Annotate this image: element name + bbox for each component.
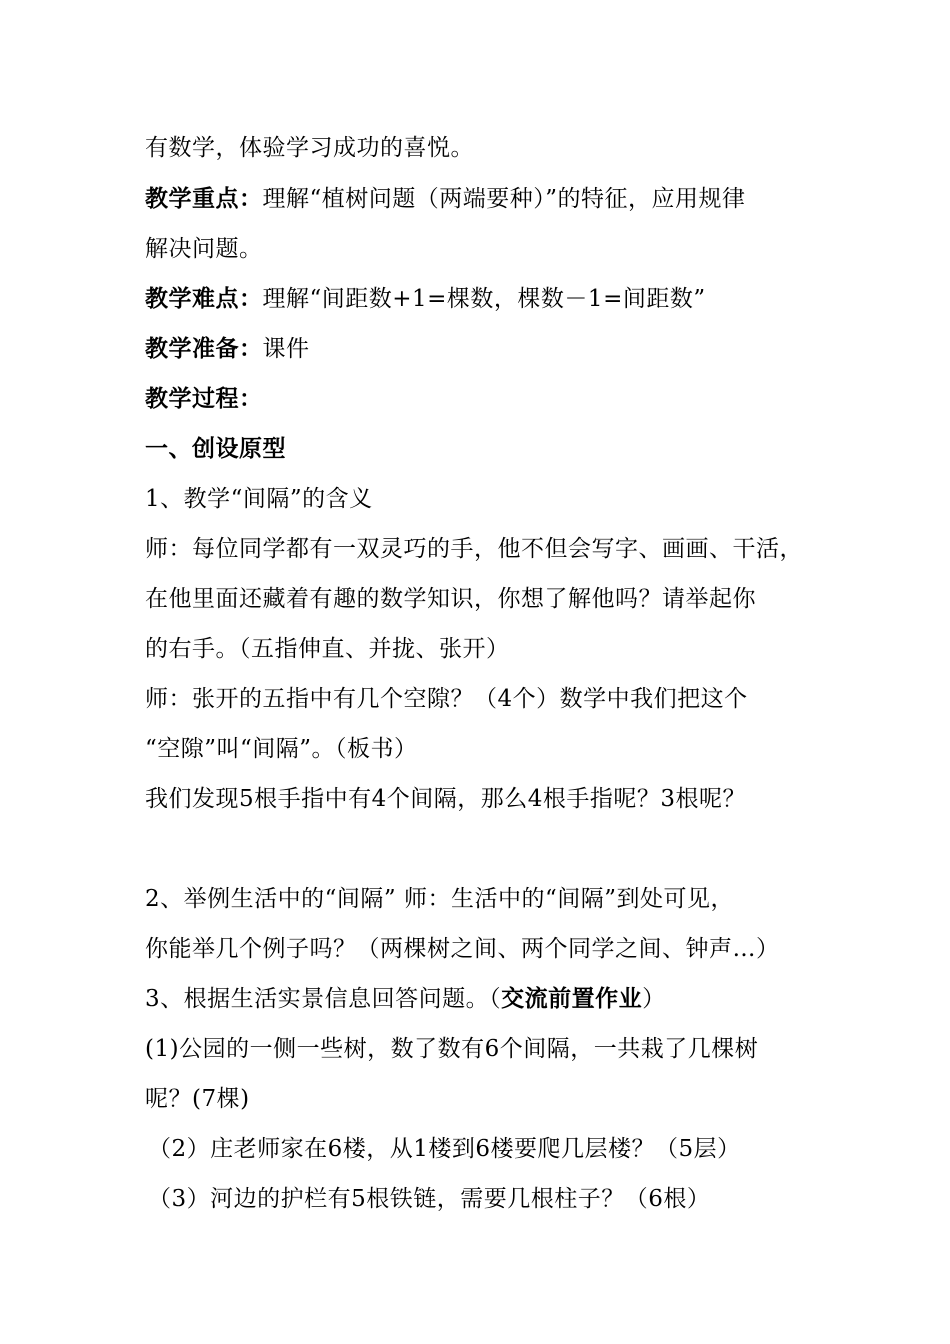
text-line-9: 师：每位同学都有一双灵巧的手，他不但会写字、画画、干活， — [145, 536, 803, 562]
teaching-focus-text: 理解“植树问题（两端要种）”的特征，应用规律 — [262, 186, 746, 212]
teaching-difficulty-label: 教学难点： — [145, 286, 263, 312]
text-line-17-end: ） — [642, 986, 666, 1012]
text-line-13: “空隙”叫“间隔”。（板书） — [145, 736, 418, 762]
text-line-20: （2）庄老师家在6楼，从1楼到6楼要爬几层楼？（5层） — [148, 1136, 741, 1162]
teaching-difficulty — [145, 284, 706, 314]
text-line-14: 我们发现5根手指中有4个间隔，那么4根手指呢？3根呢？ — [145, 786, 747, 812]
teaching-preparation — [145, 334, 310, 364]
text-line-21: （3）河边的护栏有5根铁链，需要几根柱子？（6根） — [148, 1186, 711, 1212]
teaching-preparation-text: 课件 — [262, 336, 310, 362]
text-line-18: (1)公园的一侧一些树，数了数有6个间隔，一共栽了几棵树 — [145, 1036, 759, 1062]
text-line-8: 1、教学“间隔”的含义 — [145, 486, 373, 512]
teaching-focus-label: 教学重点： — [145, 186, 263, 212]
text-line-17-bold: 交流前置作业 — [501, 986, 643, 1012]
teaching-process-heading: 教学过程： — [145, 386, 263, 412]
text-line-17-start: 3、根据生活实景信息回答问题。（ — [145, 986, 502, 1012]
teaching-preparation-label: 教学准备： — [145, 336, 263, 362]
text-line-10: 在他里面还藏着有趣的数学知识，你想了解他吗？请举起你 — [145, 586, 756, 612]
text-line-1: 有数学，体验学习成功的喜悦。 — [145, 135, 474, 161]
text-line-11: 的右手。（五指伸直、并拢、张开） — [145, 636, 510, 662]
text-line-15: 2、举例生活中的“间隔” 师：生活中的“间隔”到处可见， — [145, 886, 734, 912]
text-line-3: 解决问题。 — [145, 236, 263, 262]
teaching-difficulty-text: 理解“间距数+1=棵数，棵数－1=间距数” — [262, 286, 706, 312]
text-line-12: 师：张开的五指中有几个空隙？（4个）数学中我们把这个 — [145, 686, 748, 712]
section-heading-1: 一、创设原型 — [145, 436, 286, 462]
text-line-19: 呢？(7棵) — [145, 1086, 250, 1112]
teaching-focus — [145, 184, 746, 214]
text-line-17 — [145, 984, 666, 1014]
text-line-16: 你能举几个例子吗？（两棵树之间、两个同学之间、钟声…） — [145, 936, 780, 962]
